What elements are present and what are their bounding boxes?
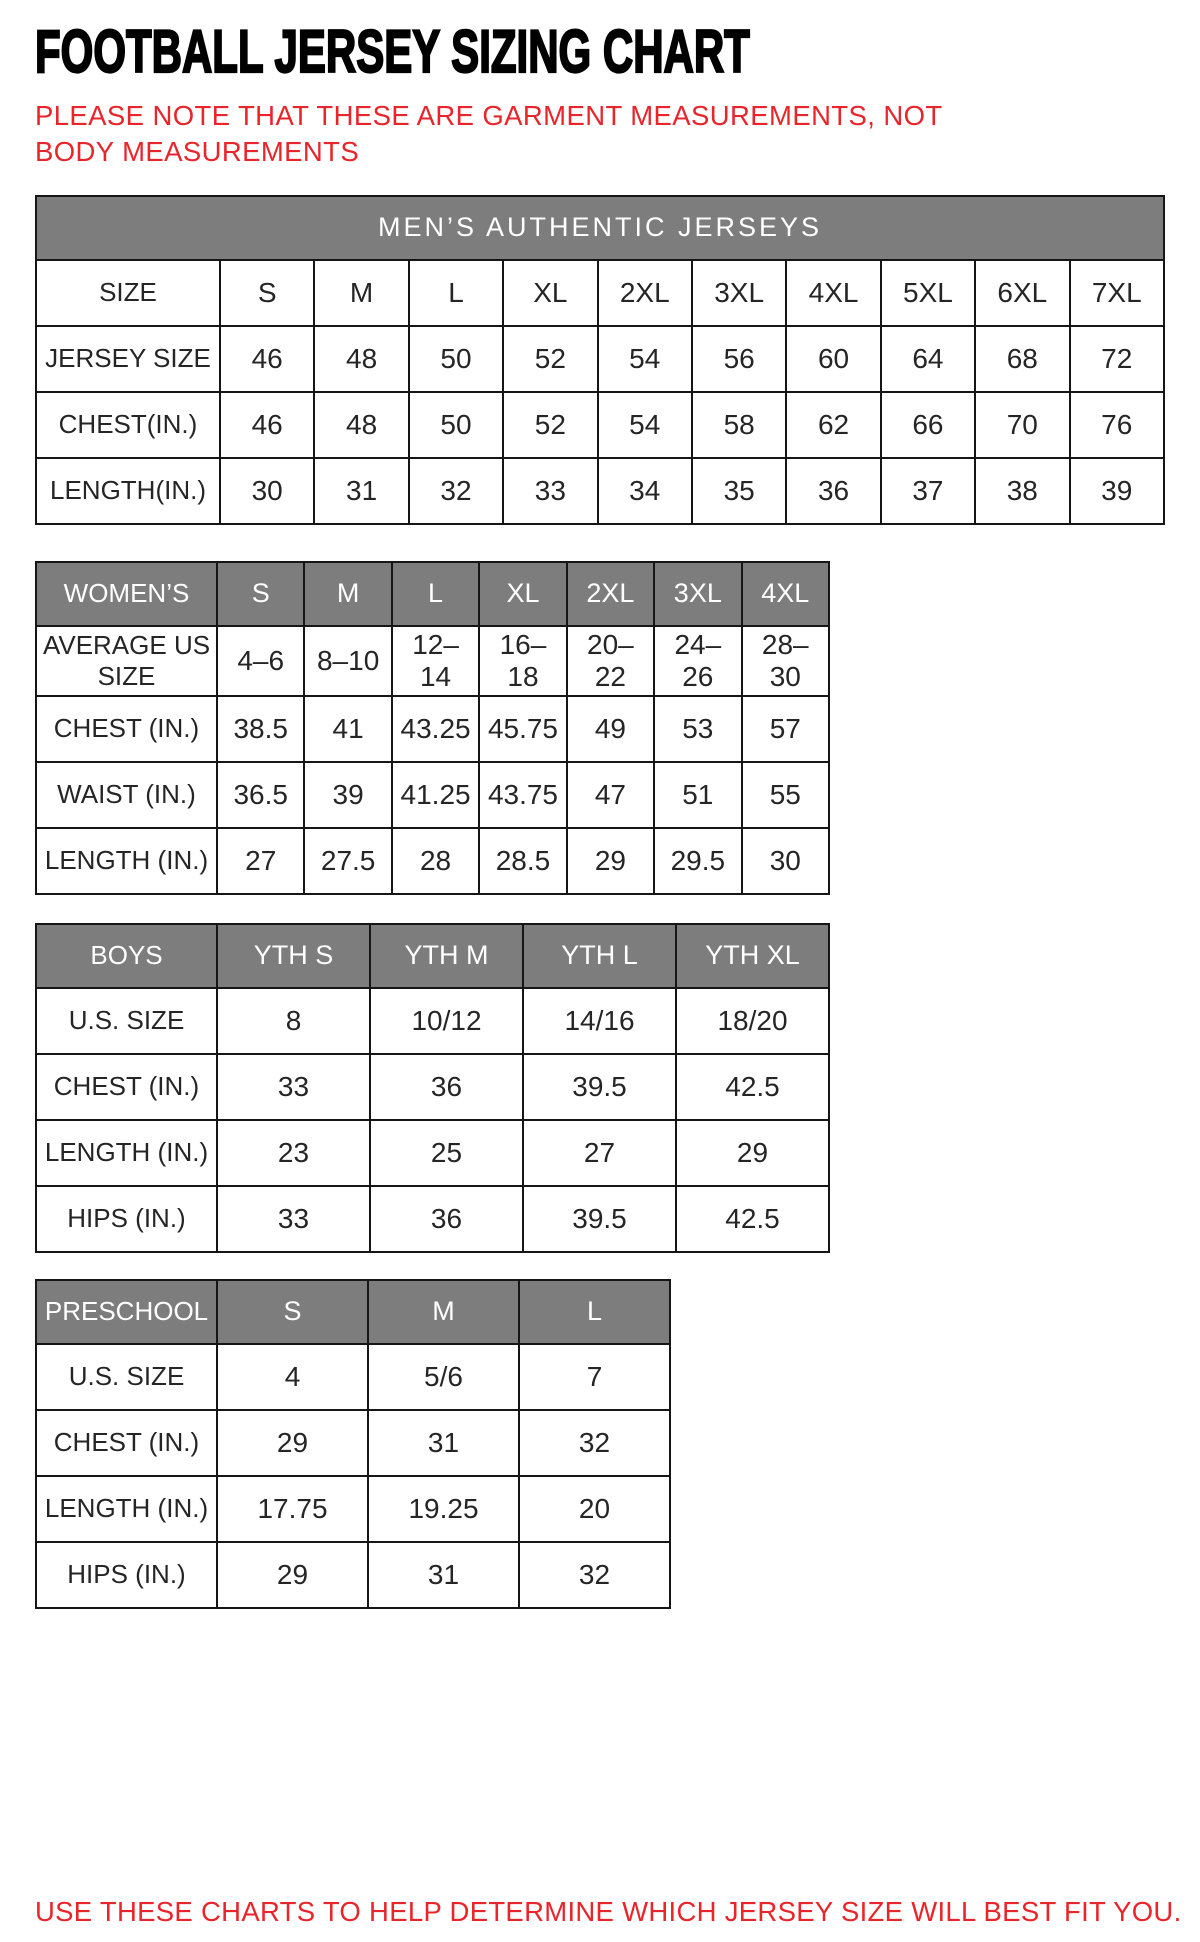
value-cell: 58 xyxy=(692,392,786,458)
column-header: M xyxy=(304,562,391,626)
row-label: HIPS (IN.) xyxy=(36,1542,217,1608)
value-cell: 48 xyxy=(314,392,408,458)
size-cell: 2XL xyxy=(598,260,692,326)
size-cell: L xyxy=(409,260,503,326)
row-label: CHEST (IN.) xyxy=(36,1410,217,1476)
value-cell: 38 xyxy=(975,458,1069,524)
column-header: L xyxy=(392,562,479,626)
size-cell: M xyxy=(314,260,408,326)
column-header: 2XL xyxy=(567,562,654,626)
value-cell: 29 xyxy=(217,1542,368,1608)
value-cell: 39 xyxy=(304,762,391,828)
value-cell: 52 xyxy=(503,392,597,458)
value-cell: 28–30 xyxy=(742,626,829,696)
value-cell: 27.5 xyxy=(304,828,391,894)
value-cell: 27 xyxy=(217,828,304,894)
value-cell: 72 xyxy=(1070,326,1164,392)
value-cell: 32 xyxy=(409,458,503,524)
value-cell: 43.75 xyxy=(479,762,566,828)
value-cell: 46 xyxy=(220,392,314,458)
column-header: YTH XL xyxy=(676,924,829,988)
table-header-row xyxy=(36,924,829,988)
row-label: U.S. SIZE xyxy=(36,1344,217,1410)
value-cell: 47 xyxy=(567,762,654,828)
value-cell: 76 xyxy=(1070,392,1164,458)
column-header: WOMEN’S xyxy=(36,562,217,626)
value-cell: 50 xyxy=(409,392,503,458)
column-header: S xyxy=(217,1280,368,1344)
value-cell: 33 xyxy=(217,1054,370,1120)
column-header: 3XL xyxy=(654,562,741,626)
value-cell: 56 xyxy=(692,326,786,392)
table-row xyxy=(36,1054,829,1120)
column-header: L xyxy=(519,1280,670,1344)
value-cell: 34 xyxy=(598,458,692,524)
value-cell: 60 xyxy=(786,326,880,392)
value-cell: 31 xyxy=(314,458,408,524)
table-row xyxy=(36,988,829,1054)
value-cell: 39.5 xyxy=(523,1054,676,1120)
value-cell: 68 xyxy=(975,326,1069,392)
table-row xyxy=(36,762,829,828)
value-cell: 36 xyxy=(370,1186,523,1252)
value-cell: 17.75 xyxy=(217,1476,368,1542)
boys-table xyxy=(35,923,830,1253)
value-cell: 30 xyxy=(220,458,314,524)
value-cell: 28 xyxy=(392,828,479,894)
value-cell: 64 xyxy=(881,326,975,392)
value-cell: 25 xyxy=(370,1120,523,1186)
value-cell: 53 xyxy=(654,696,741,762)
value-cell: 36 xyxy=(370,1054,523,1120)
value-cell: 4 xyxy=(217,1344,368,1410)
table-row xyxy=(36,1410,670,1476)
value-cell: 35 xyxy=(692,458,786,524)
table-header-row xyxy=(36,1280,670,1344)
value-cell: 31 xyxy=(368,1410,519,1476)
value-cell: 24–26 xyxy=(654,626,741,696)
mens-table-title: MEN’S AUTHENTIC JERSEYS xyxy=(36,196,1164,260)
value-cell: 42.5 xyxy=(676,1054,829,1120)
table-header-row xyxy=(36,562,829,626)
column-header: BOYS xyxy=(36,924,217,988)
row-label: WAIST (IN.) xyxy=(36,762,217,828)
table-row xyxy=(36,1542,670,1608)
value-cell: 62 xyxy=(786,392,880,458)
row-label: CHEST (IN.) xyxy=(36,1054,217,1120)
value-cell: 32 xyxy=(519,1542,670,1608)
row-label: JERSEY SIZE xyxy=(36,326,220,392)
value-cell: 54 xyxy=(598,326,692,392)
value-cell: 37 xyxy=(881,458,975,524)
preschool-table xyxy=(35,1279,671,1609)
value-cell: 41.25 xyxy=(392,762,479,828)
value-cell: 20 xyxy=(519,1476,670,1542)
value-cell: 7 xyxy=(519,1344,670,1410)
table-row xyxy=(36,1120,829,1186)
value-cell: 5/6 xyxy=(368,1344,519,1410)
value-cell: 27 xyxy=(523,1120,676,1186)
row-label: CHEST(IN.) xyxy=(36,392,220,458)
value-cell: 70 xyxy=(975,392,1069,458)
womens-table xyxy=(35,561,830,895)
column-header: YTH L xyxy=(523,924,676,988)
value-cell: 51 xyxy=(654,762,741,828)
column-header: M xyxy=(368,1280,519,1344)
value-cell: 49 xyxy=(567,696,654,762)
value-cell: 36 xyxy=(786,458,880,524)
value-cell: 8–10 xyxy=(304,626,391,696)
value-cell: 45.75 xyxy=(479,696,566,762)
row-label: LENGTH (IN.) xyxy=(36,1120,217,1186)
value-cell: 55 xyxy=(742,762,829,828)
value-cell: 18/20 xyxy=(676,988,829,1054)
value-cell: 33 xyxy=(217,1186,370,1252)
table-row xyxy=(36,326,1164,392)
size-cell: XL xyxy=(503,260,597,326)
row-label: SIZE xyxy=(36,260,220,326)
table-row xyxy=(36,458,1164,524)
value-cell: 29 xyxy=(676,1120,829,1186)
value-cell: 48 xyxy=(314,326,408,392)
value-cell: 54 xyxy=(598,392,692,458)
size-cell: 4XL xyxy=(786,260,880,326)
column-header: YTH S xyxy=(217,924,370,988)
value-cell: 29.5 xyxy=(654,828,741,894)
row-label: AVERAGE US SIZE xyxy=(36,626,217,696)
size-cell: 5XL xyxy=(881,260,975,326)
value-cell: 39.5 xyxy=(523,1186,676,1252)
value-cell: 41 xyxy=(304,696,391,762)
value-cell: 20–22 xyxy=(567,626,654,696)
value-cell: 30 xyxy=(742,828,829,894)
mens-table xyxy=(35,195,1165,525)
value-cell: 66 xyxy=(881,392,975,458)
column-header: XL xyxy=(479,562,566,626)
size-cell: 7XL xyxy=(1070,260,1164,326)
table-row xyxy=(36,1344,670,1410)
value-cell: 29 xyxy=(567,828,654,894)
value-cell: 4–6 xyxy=(217,626,304,696)
value-cell: 38.5 xyxy=(217,696,304,762)
garment-measurements-note: PLEASE NOTE THAT THESE ARE GARMENT MEASUREMENTS, NOT BODY MEASUREMENTS xyxy=(35,100,943,168)
table-row xyxy=(36,392,1164,458)
table-row xyxy=(36,1186,829,1252)
value-cell: 31 xyxy=(368,1542,519,1608)
row-label: CHEST (IN.) xyxy=(36,696,217,762)
value-cell: 43.25 xyxy=(392,696,479,762)
value-cell: 29 xyxy=(217,1410,368,1476)
value-cell: 46 xyxy=(220,326,314,392)
value-cell: 52 xyxy=(503,326,597,392)
table-title-row xyxy=(36,196,1164,260)
table-row xyxy=(36,1476,670,1542)
value-cell: 50 xyxy=(409,326,503,392)
value-cell: 39 xyxy=(1070,458,1164,524)
size-cell: 6XL xyxy=(975,260,1069,326)
table-row xyxy=(36,828,829,894)
table-row xyxy=(36,626,829,696)
value-cell: 23 xyxy=(217,1120,370,1186)
row-label: LENGTH(IN.) xyxy=(36,458,220,524)
value-cell: 14/16 xyxy=(523,988,676,1054)
value-cell: 10/12 xyxy=(370,988,523,1054)
value-cell: 12–14 xyxy=(392,626,479,696)
value-cell: 28.5 xyxy=(479,828,566,894)
size-cell: 3XL xyxy=(692,260,786,326)
column-header: S xyxy=(217,562,304,626)
row-label: U.S. SIZE xyxy=(36,988,217,1054)
value-cell: 36.5 xyxy=(217,762,304,828)
row-label: LENGTH (IN.) xyxy=(36,1476,217,1542)
size-cell: S xyxy=(220,260,314,326)
value-cell: 16–18 xyxy=(479,626,566,696)
row-label: HIPS (IN.) xyxy=(36,1186,217,1252)
value-cell: 42.5 xyxy=(676,1186,829,1252)
page-title: FOOTBALL JERSEY SIZING CHART xyxy=(35,18,750,85)
column-header: YTH M xyxy=(370,924,523,988)
value-cell: 32 xyxy=(519,1410,670,1476)
value-cell: 57 xyxy=(742,696,829,762)
column-header: 4XL xyxy=(742,562,829,626)
footer-note: USE THESE CHARTS TO HELP DETERMINE WHICH JERSEY SIZE WILL BEST FIT YOU. xyxy=(35,1896,1182,1927)
value-cell: 19.25 xyxy=(368,1476,519,1542)
row-label: LENGTH (IN.) xyxy=(36,828,217,894)
table-row xyxy=(36,260,1164,326)
table-row xyxy=(36,696,829,762)
column-header: PRESCHOOL xyxy=(36,1280,217,1344)
value-cell: 33 xyxy=(503,458,597,524)
value-cell: 8 xyxy=(217,988,370,1054)
